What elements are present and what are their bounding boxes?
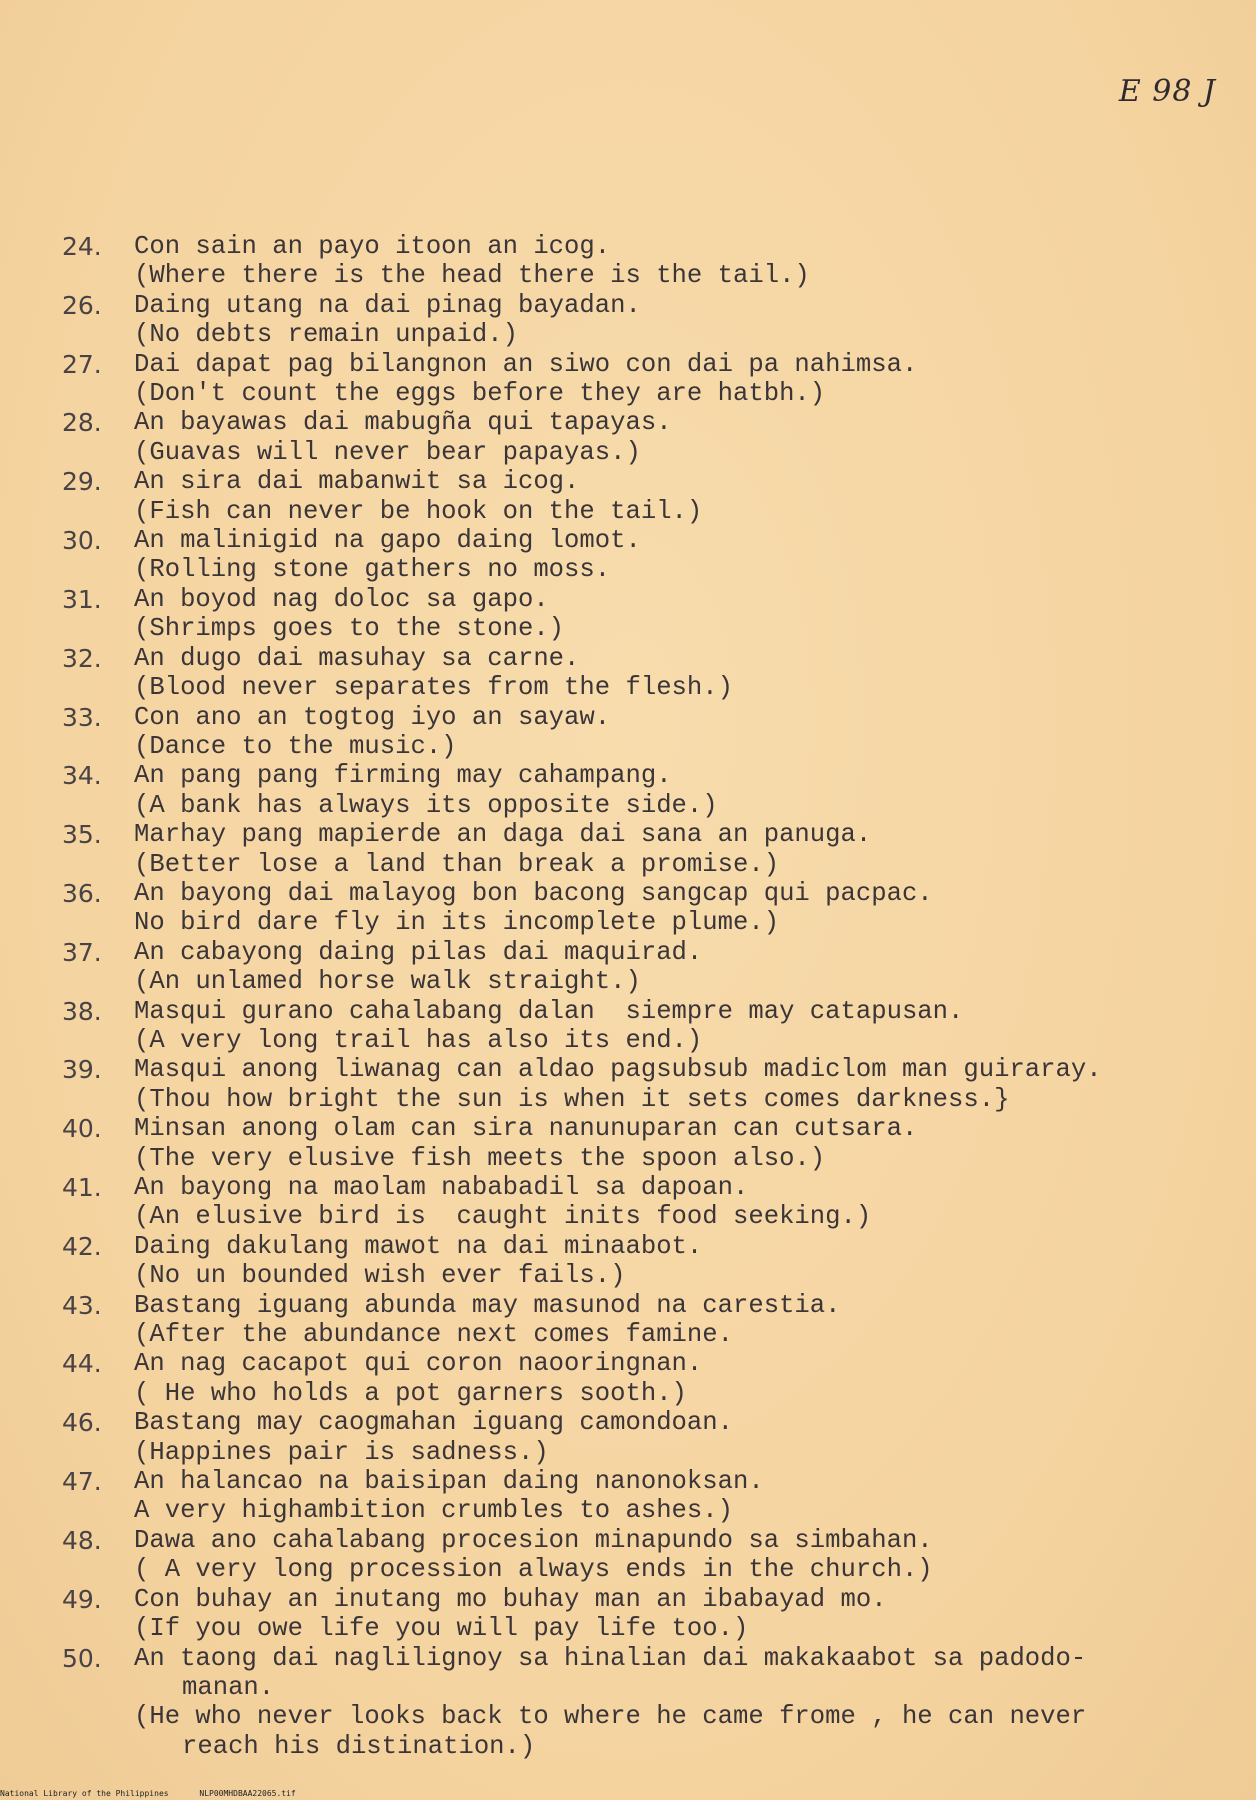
proverb-number: 34. (62, 761, 102, 791)
proverb-text: Daing dakulang mawot na dai minaabot. (134, 1231, 703, 1261)
proverb-entry (62, 644, 1242, 703)
proverb-number: 43. (62, 1290, 102, 1320)
proverb-entry (62, 1173, 1242, 1232)
proverb-text: Dawa ano cahalabang procesion minapundo sa simbahan. (134, 1525, 933, 1555)
proverb-text: An halancao na baisipan daing nanonoksan. (134, 1467, 764, 1497)
proverb-number: 28. (62, 408, 102, 438)
proverb-entry (62, 585, 1242, 644)
proverb-number: 44. (62, 1349, 102, 1379)
proverb-entry (62, 1585, 1242, 1644)
proverb-text: An sira dai mabanwit sa icog. (134, 467, 580, 497)
proverb-translation: reach his distination.) (182, 1731, 536, 1761)
proverb-translation: (He who never looks back to where he came frome , he can never (134, 1702, 1087, 1732)
proverb-text: Con buhay an inutang mo buhay man an ibabayad mo. (134, 1584, 887, 1614)
proverb-translation: (Dance to the music.) (134, 731, 457, 761)
proverb-text: Con ano an togtog iyo an sayaw. (134, 702, 611, 732)
proverb-translation: (An elusive bird is caught inits food seeking.) (134, 1202, 872, 1232)
proverb-number: 38. (62, 996, 102, 1026)
proverb-text: An dugo dai masuhay sa carne. (134, 643, 580, 673)
proverb-text: Masqui gurano cahalabang dalan siempre may catapusan. (134, 996, 964, 1026)
proverb-number: 31. (62, 584, 102, 614)
proverb-entry (62, 820, 1242, 879)
proverb-number: 26. (62, 290, 102, 320)
proverb-entry (62, 1114, 1242, 1173)
proverb-entry (62, 1232, 1242, 1291)
proverb-entry (62, 1291, 1242, 1350)
proverb-entry (62, 1467, 1242, 1526)
proverb-translation: (After the abundance next comes famine. (134, 1320, 733, 1350)
proverb-translation: (Better lose a land than break a promise.) (134, 849, 780, 879)
proverb-number: 29. (62, 467, 102, 497)
proverb-number: 50. (62, 1643, 102, 1673)
proverb-translation: (If you owe life you will pay life too.) (134, 1614, 749, 1644)
proverb-translation: (Where there is the head there is the tail.) (134, 261, 810, 291)
proverb-translation: (Happines pair is sadness.) (134, 1437, 549, 1467)
proverb-translation: (Blood never separates from the flesh.) (134, 673, 733, 703)
proverb-text: An nag cacapot qui coron naooringnan. (134, 1349, 703, 1379)
proverb-entry (62, 703, 1242, 762)
proverb-translation: A very highambition crumbles to ashes.) (134, 1496, 733, 1526)
proverb-translation: (A very long trail has also its end.) (134, 1025, 703, 1055)
proverb-number: 30. (62, 526, 102, 556)
library-credit: National Library of the Philippines (0, 1789, 169, 1798)
proverb-entry (62, 350, 1242, 409)
proverb-entry (62, 1055, 1242, 1114)
proverb-entry (62, 997, 1242, 1056)
proverb-number: 48. (62, 1525, 102, 1555)
page-code: E 98 J (1118, 74, 1216, 109)
proverb-translation: No bird dare fly in its incomplete plume.) (134, 908, 780, 938)
proverb-translation: (Fish can never be hook on the tail.) (134, 496, 703, 526)
proverb-translation: (A bank has always its opposite side.) (134, 790, 718, 820)
proverb-entry (62, 1526, 1242, 1585)
proverb-translation: (An unlamed horse walk straight.) (134, 967, 641, 997)
proverb-translation: (Guavas will never bear papayas.) (134, 437, 641, 467)
proverb-translation: ( A very long procession always ends in the church.) (134, 1555, 933, 1585)
proverb-text: Con sain an payo itoon an icog. (134, 232, 611, 261)
proverb-entry (62, 1644, 1242, 1762)
proverb-number: 46. (62, 1408, 102, 1438)
proverb-number: 42. (62, 1231, 102, 1261)
proverb-text: Masqui anong liwanag can aldao pagsubsub madiclom man guiraray. (134, 1055, 1102, 1085)
proverb-translation: (The very elusive fish meets the spoon also.) (134, 1143, 826, 1173)
proverb-translation: (No debts remain unpaid.) (134, 320, 518, 350)
proverb-translation: manan. (182, 1672, 275, 1702)
proverb-translation: ( He who holds a pot garners sooth.) (134, 1378, 687, 1408)
proverb-number: 40. (62, 1114, 102, 1144)
proverb-text: An bayong dai malayog bon bacong sangcap qui pacpac. (134, 878, 933, 908)
proverb-number: 32. (62, 643, 102, 673)
proverb-number: 37. (62, 937, 102, 967)
proverb-number: 36. (62, 878, 102, 908)
proverb-text: An malinigid na gapo daing lomot. (134, 526, 641, 556)
proverb-number: 33. (62, 702, 102, 732)
proverb-translation: (Thou how bright the sun is when it sets comes darkness.} (134, 1084, 1010, 1114)
proverb-entry (62, 938, 1242, 997)
proverb-number: 39. (62, 1055, 102, 1085)
proverb-entry (62, 879, 1242, 938)
proverb-translation: (Don't count the eggs before they are hatbh.) (134, 379, 826, 409)
proverb-entry (62, 467, 1242, 526)
proverb-text: An pang pang firming may cahampang. (134, 761, 672, 791)
proverb-entry (62, 291, 1242, 350)
proverb-translation: (No un bounded wish ever fails.) (134, 1261, 626, 1291)
proverb-entry (62, 1349, 1242, 1408)
proverb-text: An cabayong daing pilas dai maquirad. (134, 937, 703, 967)
proverb-translation: (Shrimps goes to the stone.) (134, 614, 565, 644)
proverb-entry (62, 1408, 1242, 1467)
proverb-number: 49. (62, 1584, 102, 1614)
proverb-entry (62, 232, 1242, 291)
proverb-text: Marhay pang mapierde an daga dai sana an panuga. (134, 820, 872, 850)
proverb-entry (62, 526, 1242, 585)
proverb-number: 27. (62, 349, 102, 379)
proverb-entry (62, 761, 1242, 820)
proverb-number: 47. (62, 1467, 102, 1497)
file-name: NLP00MHDBAA22065.tif (199, 1789, 296, 1798)
proverb-text: Minsan anong olam can sira nanunuparan can cutsara. (134, 1114, 918, 1144)
proverb-number: 24. (62, 232, 102, 261)
proverb-text: An taong dai naglilignoy sa hinalian dai makakaabot sa padodo- (134, 1643, 1087, 1673)
proverb-list (62, 232, 1242, 1761)
proverb-text: Daing utang na dai pinag bayadan. (134, 290, 641, 320)
proverb-text: An boyod nag doloc sa gapo. (134, 584, 549, 614)
proverb-number: 41. (62, 1173, 102, 1202)
proverb-number: 35. (62, 820, 102, 850)
proverb-text: An bayong na maolam nababadil sa dapoan. (134, 1173, 749, 1202)
proverb-text: Dai dapat pag bilangnon an siwo con dai pa nahimsa. (134, 349, 918, 379)
proverb-translation: (Rolling stone gathers no moss. (134, 555, 611, 585)
footer (0, 1789, 322, 1798)
proverb-entry (62, 408, 1242, 467)
proverb-text: Bastang may caogmahan iguang camondoan. (134, 1408, 733, 1438)
proverb-text: An bayawas dai mabugña qui tapayas. (134, 408, 672, 438)
proverb-text: Bastang iguang abunda may masunod na carestia. (134, 1290, 841, 1320)
